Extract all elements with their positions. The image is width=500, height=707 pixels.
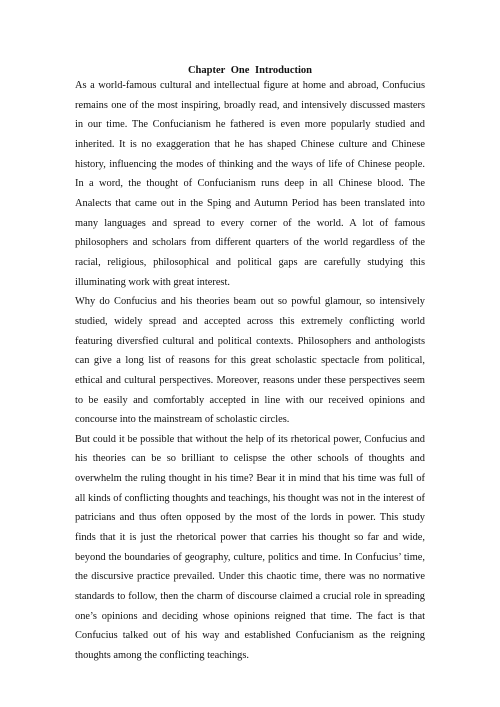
paragraph-3: But could it be possible that without the help of its rhetorical power, Confucius and his theories can be so brilliant to celispse the other schools of thoughts and overwhelm the ruling thought in his time? Bear it in mind that his time was full of all kinds of conflicting thoughts and teachings, his thought was not in the interest of patricians and thus often opposed by the most of the lords in power. This study finds that it is just the rhetorical power that carries his thought so far and wide, beyond the boundaries of geography, culture, politics and time. In Confucius’ time, the discursive practice prevailed. Under this chaotic time, there was no normative standards to follow, then the charm of discourse claimed a crucial role in spreading one’s opinions and deciding whose opinions reigned that time. The fact is that Confucius talked out of his way and established Confucianism as the reigning thoughts among the conflicting teachings. — [75, 433, 425, 662]
paragraph-2: Why do Confucius and his theories beam out so powful glamour, so intensively studied, widely spread and accepted across this extremely conflicting world featuring diversfied cultural and political contexts. Philosophers and anthologists can give a long list of reasons for this great scholastic spectacle from political, ethical and cultural perspectives. Moreover, reasons under these perspectives seem to be easily and comfortably accepted in line with our received opinions and concourse into the mainstream of scholastic circles. — [75, 296, 425, 426]
paragraph-1: As a world-famous cultural and intellectual figure at home and abroad, Confucius remains one of the most inspiring, broadly read, and intensively discussed masters in our time. The Confucianism he fathered is even more popularly studied and inherited. It is no exaggeration that he has shaped Chinese culture and Chinese history, influencing the modes of thinking and the ways of life of Chinese people. In a word, the thought of Confucianism runs deep in all Chinese blood. The Analects that came out in the Sping and Autumn Period has been translated into many languages and spread to every corner of the world. A lot of famous philosophers and scholars from different quarters of the world regardless of the racial, religious, philosophical and political gaps are carefully studying this illuminating work with great interest. — [75, 80, 425, 288]
document-body — [75, 66, 425, 666]
chapter-title: Chapter One Introduction — [187, 65, 313, 76]
